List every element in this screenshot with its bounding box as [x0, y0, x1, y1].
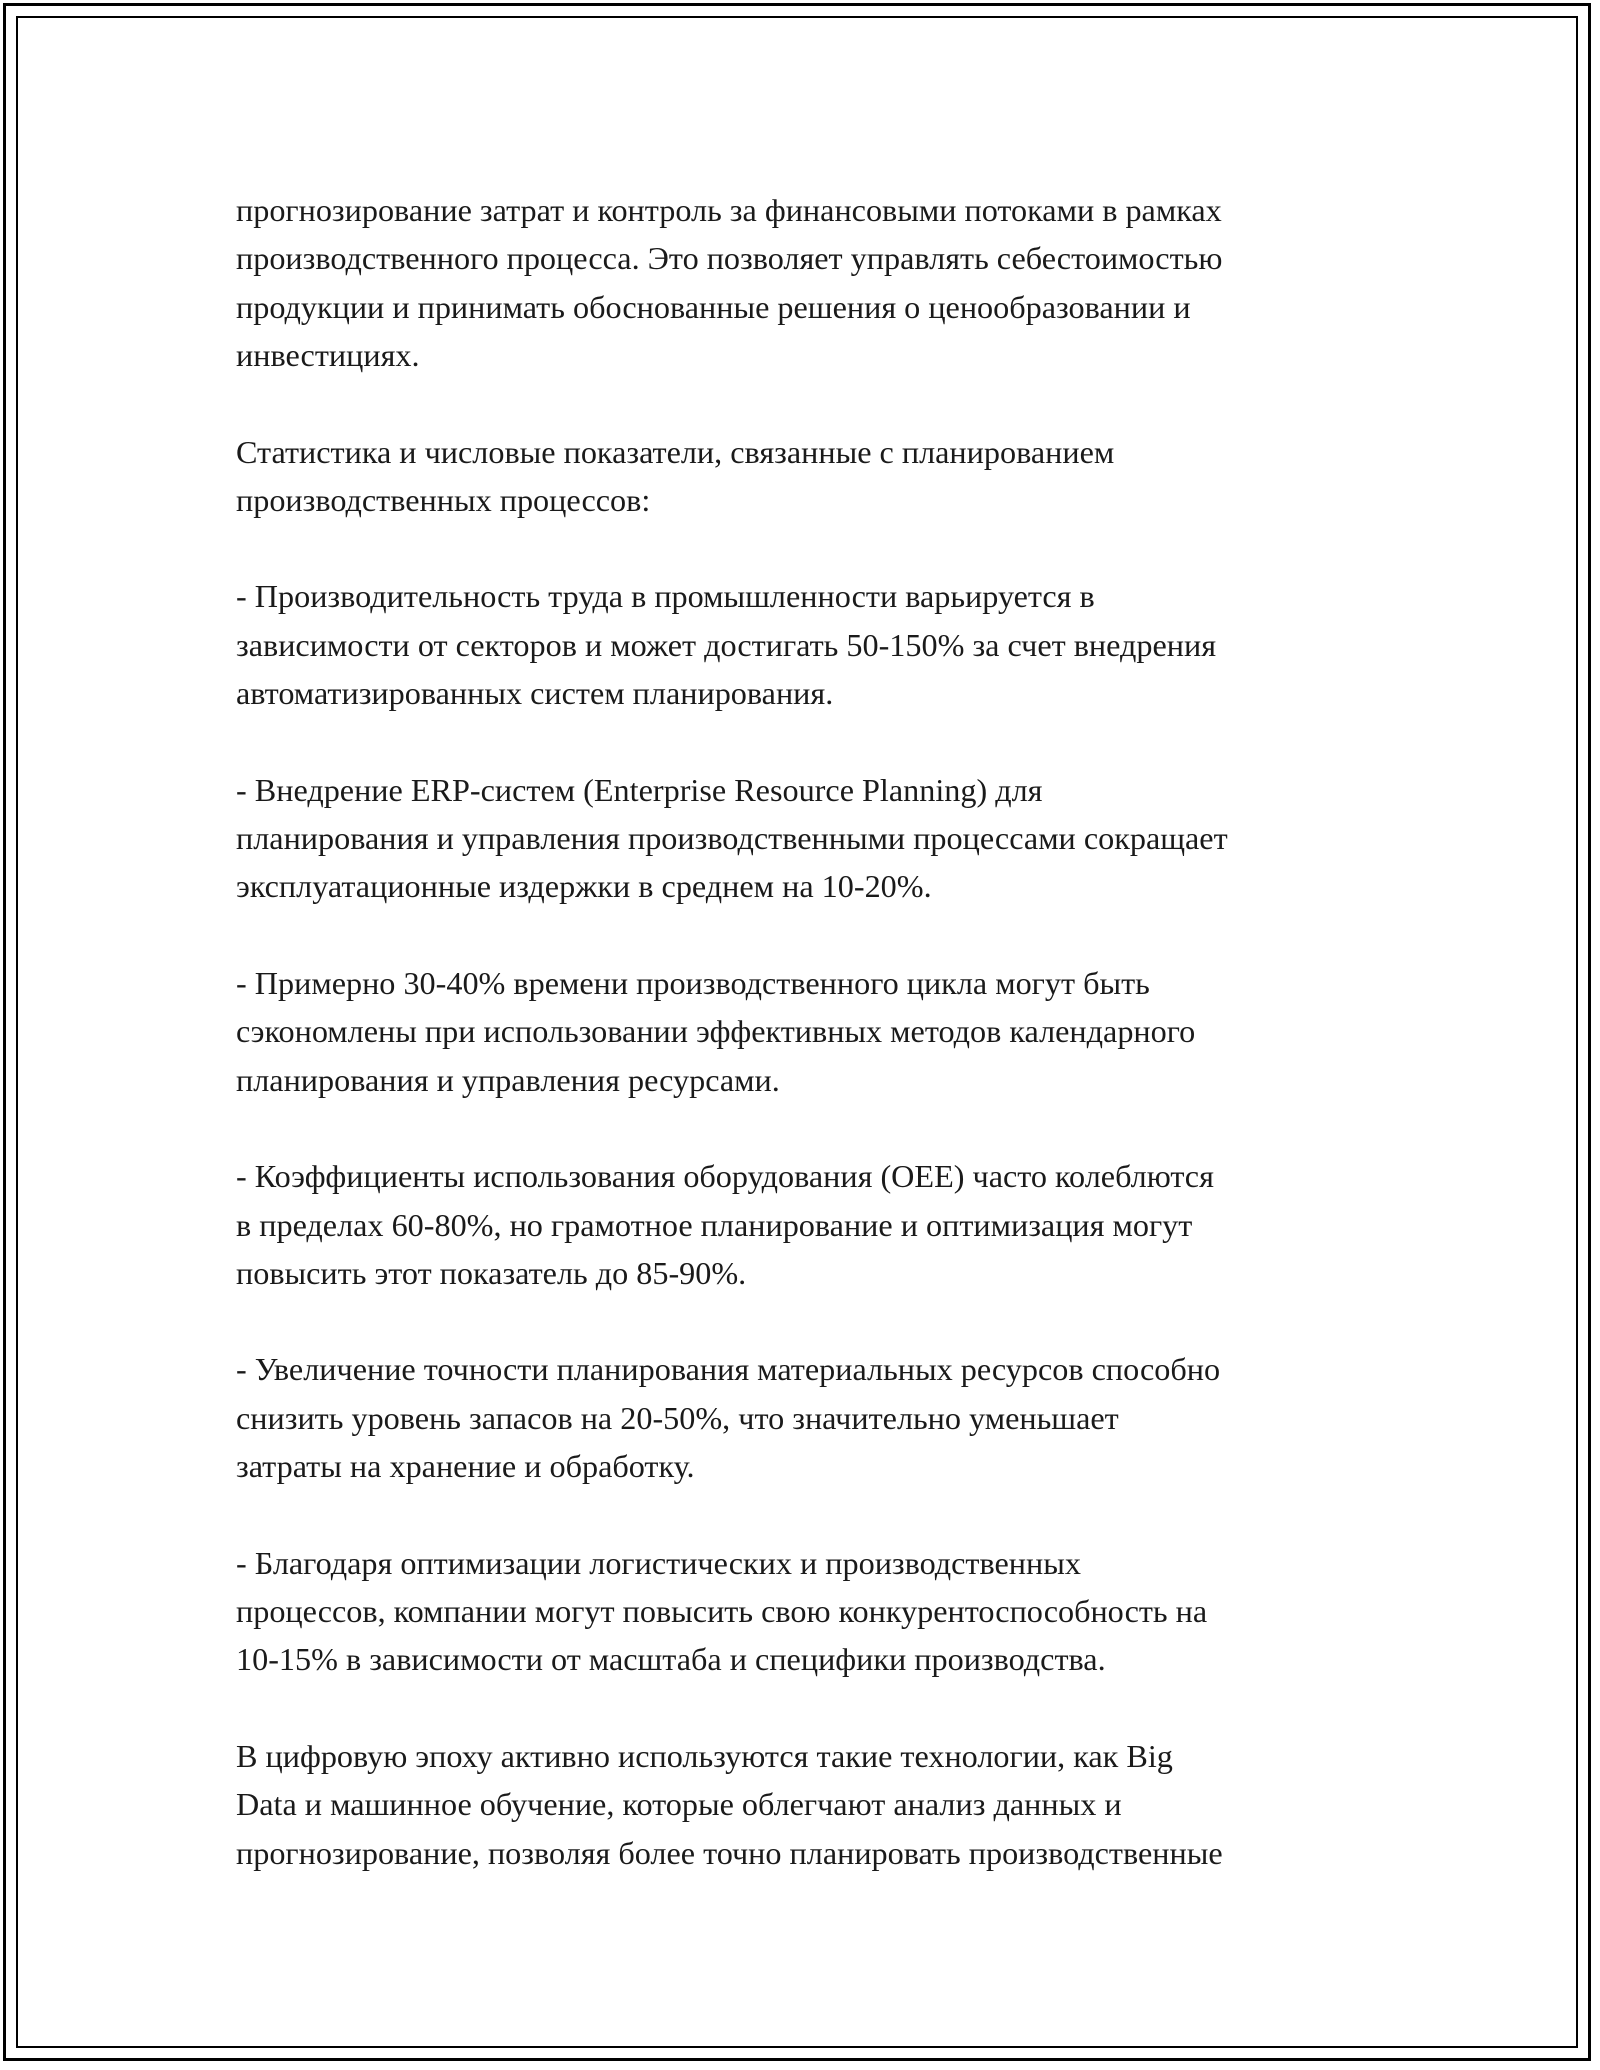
text-line: прогнозирование затрат и контроль за финансовыми потоками в рамках [236, 192, 1222, 228]
text-line: - Внедрение ERP-систем (Enterprise Resource Planning) для [236, 771, 1043, 808]
text-line: производственного процесса. Это позволяет управлять себестоимостью [236, 240, 1223, 277]
text-line: производственных процессов: [236, 482, 651, 519]
text-line: - Увеличение точности планирования материальных ресурсов способно [236, 1351, 1221, 1388]
text-line: в пределах 60-80%, но грамотное планирование и оптимизация могут [236, 1206, 1193, 1243]
text-line: процессов, компании могут повысить свою конкурентоспособность на [236, 1592, 1208, 1629]
text-line: продукции и принимать обоснованные решения о ценообразовании и [236, 288, 1191, 325]
text-line: автоматизированных систем планирования. [236, 675, 834, 712]
text-line: - Благодаря оптимизации логистических и производственных [236, 1544, 1081, 1581]
text-line: Статистика и числовые показатели, связанные с планированием [236, 433, 1115, 470]
text-line: повысить этот показатель до 85-90%. [236, 1254, 747, 1291]
paragraph-digital-era [236, 1732, 1396, 1877]
list-item-erp-systems [236, 766, 1396, 911]
text-line: Data и машинное обучение, которые облегчают анализ данных и [236, 1786, 1122, 1823]
text-line: затраты на хранение и обработку. [236, 1448, 695, 1485]
list-item-cycle-time [236, 959, 1396, 1104]
list-item-oee [236, 1152, 1396, 1297]
text-line: 10-15% в зависимости от масштаба и специфики производства. [236, 1641, 1106, 1678]
paragraph-statistics-intro [236, 428, 1396, 525]
document-body [236, 186, 1396, 1925]
text-line: эксплуатационные издержки в среднем на 10-20%. [236, 868, 932, 905]
text-line: прогнозирование, позволяя более точно планировать производственные [236, 1834, 1223, 1871]
text-line: снизить уровень запасов на 20-50%, что значительно уменьшает [236, 1399, 1119, 1436]
text-line: зависимости от секторов и может достигать 50-150% за счет внедрения [236, 626, 1217, 663]
list-item-labor-productivity [236, 572, 1396, 717]
text-line: сэкономлены при использовании эффективных методов календарного [236, 1013, 1196, 1050]
text-line: инвестициях. [236, 337, 420, 374]
paragraph-cost-forecasting [236, 186, 1396, 380]
text-line: - Производительность труда в промышленности варьируется в [236, 578, 1095, 615]
list-item-inventory [236, 1345, 1396, 1490]
text-line: планирования и управления ресурсами. [236, 1061, 780, 1098]
text-line: планирования и управления производственными процессами сокращает [236, 820, 1228, 857]
list-item-competitiveness [236, 1539, 1396, 1684]
text-line: - Примерно 30-40% времени производственного цикла могут быть [236, 964, 1150, 1001]
text-line: - Коэффициенты использования оборудования (OEE) часто колеблются [236, 1158, 1214, 1195]
text-line: В цифровую эпоху активно используются такие технологии, как Big [236, 1737, 1173, 1774]
